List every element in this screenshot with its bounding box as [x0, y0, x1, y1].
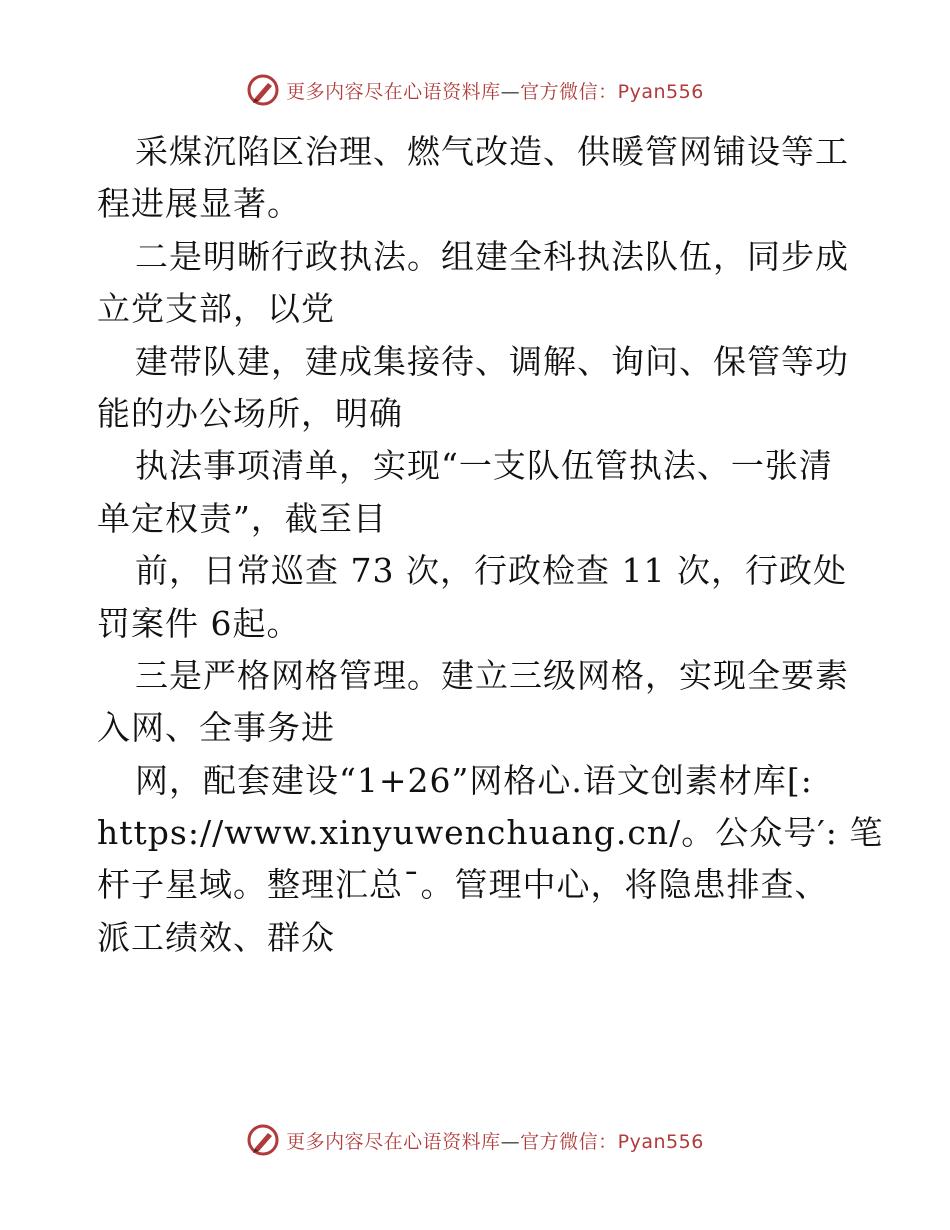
text-line: 执法事项清单，实现“一支队伍管执法、一张清 [135, 446, 833, 486]
header-banner-separator: — [500, 80, 521, 103]
footer-banner-separator: — [500, 1130, 521, 1153]
text-line: 能的办公场所，明确 [97, 393, 403, 433]
footer-banner-contact: 官方微信：Pyan556 [520, 1130, 704, 1153]
header-banner-contact: 官方微信：Pyan556 [520, 80, 704, 103]
text-line: 杆子星域。整理汇总¯。管理中心，将隐患排查、 [97, 865, 829, 905]
text-line: 建带队建，建成集接待、调解、询问、保管等功 [135, 341, 849, 381]
text-line: 采煤沉陷区治理、燃气改造、供暖管网铺设等工 [135, 132, 849, 171]
text-line: 单定权责”，截至目 [97, 498, 387, 538]
footer-banner-title: 更多内容尽在心语资料库 [286, 1130, 501, 1153]
text-line: 三是严格网格管理。建立三级网格，实现全要素 [135, 655, 849, 695]
text-line: https://www.xinyuwenchuang.cn/。公众号′: 笔 [97, 813, 884, 853]
text-line: 罚案件 6起。 [97, 603, 301, 643]
pen-circle-logo-icon [246, 73, 280, 107]
header-banner-text [286, 77, 704, 104]
text-line: 网，配套建设“1+26”网格心.语文创素材库[: [135, 760, 813, 800]
header-banner-title: 更多内容尽在心语资料库 [286, 80, 501, 103]
text-line: 入网、全事务进 [97, 708, 335, 748]
footer-watermark-banner [0, 1120, 950, 1160]
document-body [97, 126, 884, 964]
footer-banner-text [286, 1127, 704, 1154]
text-line: 派工绩效、群众 [97, 917, 335, 957]
text-line: 二是明晰行政执法。组建全科执法队伍，同步成 [135, 236, 849, 276]
pen-circle-logo-icon [246, 1123, 280, 1157]
text-line: 程进展显著。 [97, 184, 301, 224]
text-line: 立党支部，以党 [97, 289, 335, 329]
header-watermark-banner [0, 70, 950, 110]
text-line: 前，日常巡查 73 次，行政检查 11 次，行政处 [135, 551, 847, 591]
